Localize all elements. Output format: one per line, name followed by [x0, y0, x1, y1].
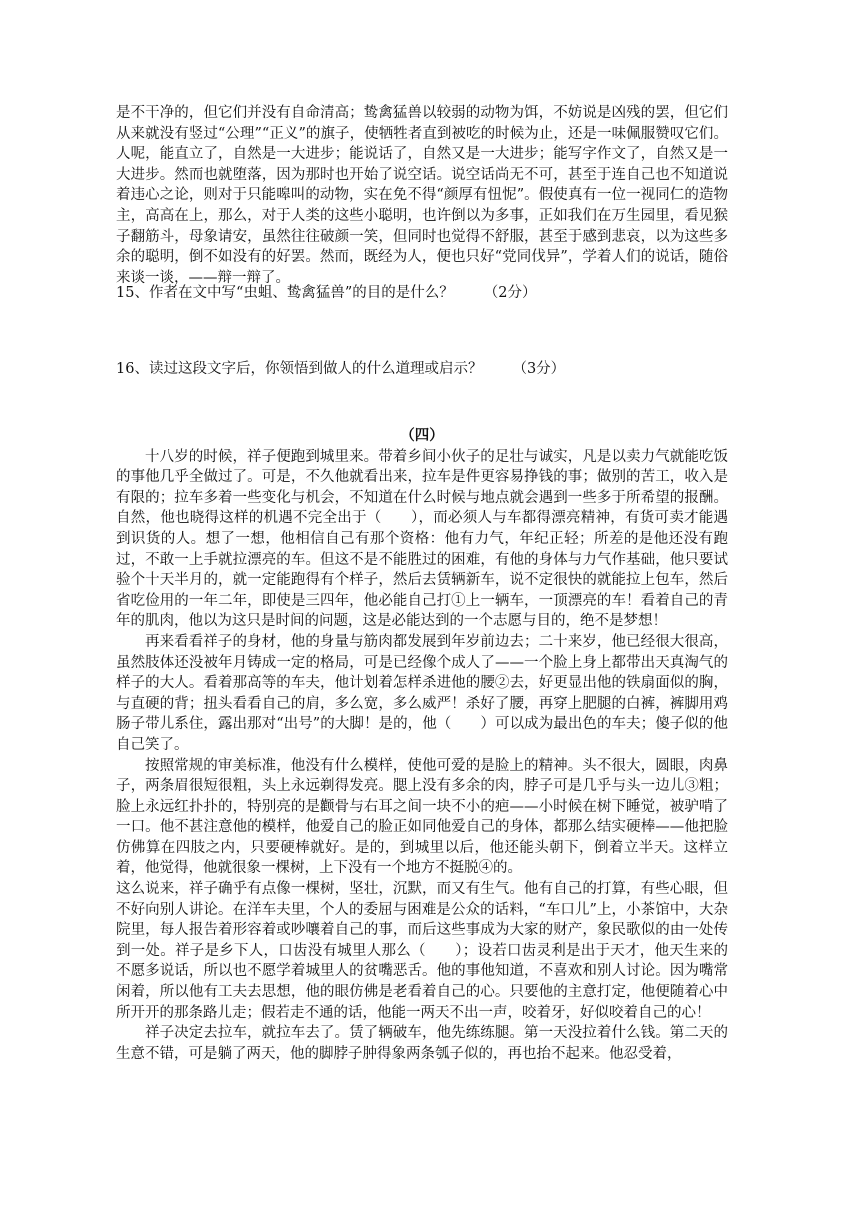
- question-16: [116, 359, 728, 380]
- passage-excerpt: [116, 103, 728, 288]
- section-paragraph: 祥子决定去拉车，就拉车去了。赁了辆破车，他先练练腿。第一天没拉着什么钱。第二天的生意不错，可是躺了两天，他的脚脖子肿得象两条瓠子似的，再也抬不起来。他忍受着，: [116, 1025, 728, 1062]
- section-paragraph: 十八岁的时候，祥子便跑到城里来。带着乡间小伙子的足壮与诚实，凡是以卖力气就能吃饭的事他几乎全做过了。可是，不久他就看出来，拉车是件更容易挣钱的事；做别的苦工，收入是有限的；拉车多着一些变化与机会，不知道在什么时候与地点就会遇到一些多于所希望的报酬。自然，他也晓得这样的机遇不完全出于（ ），而必须人与车都得漂亮精神，有货可卖才能遇到识货的人。想了一想，他相信自己有那个资格：他有力气，年纪正轻；所差的是他还没有跑过，不敢一上手就拉漂亮的车。但这不是不能胜过的困难，有他的身体与力气作基础，他只要试验个十天半月的，就一定能跑得有个样子，然后去赁辆新车，说不定很快的就能拉上包车，然后省吃俭用的一年二年，即使是三四年，他必能自己打①上一辆车，一顶漂亮的车！看着自己的青年的肌肉，他以为这只是时间的问题，这是必能达到的一个志愿与目的，绝不是梦想！: [116, 448, 728, 630]
- question-15: [116, 283, 728, 304]
- section-paragraph: 再来看看祥子的身材，他的身量与筋肉都发展到年岁前边去；二十来岁，他已经很大很高，虽然肢体还没被年月铸成一定的格局，可是已经像个成人了——一个脸上身上都带出天真淘气的样子的大人。看着那高等的车夫，他计划着怎样杀进他的腰②去，好更显出他的铁扇面似的胸，与直硬的背；扭头看看自己的肩，多么宽，多么威严！杀好了腰，再穿上肥腿的白裤，裤脚用鸡肠子带儿系住，露出那对“出号”的大脚！是的，他（ ）可以成为最出色的车夫；傻子似的他自己笑了。: [116, 633, 728, 753]
- question-text: 15、作者在文中写“虫蛆、鸷禽猛兽”的目的是什么？: [116, 285, 454, 301]
- section-paragraph: 这么说来，祥子确乎有点像一棵树，坚壮，沉默，而又有生气。他有自己的打算，有些心眼，但不好向别人讲论。在洋车夫里，个人的委屈与困难是公众的话料，“车口儿”上，小茶馆中，大杂院里，每人报告着形容着或吵嚷着自己的事，而后这些事成为大家的财产，象民歌似的由一处传到一处。祥子是乡下人，口齿没有城里人那么（ ）；设若口齿灵利是出于天才，他天生来的不愿多说话，所以也不愿学着城里人的贫嘴恶舌。他的事他知道，不喜欢和别人讨论。因为嘴常闲着，所以他有工夫去思想，他的眼仿佛是老看着自己的心。只要他的主意打定，他便随着心中所开开的那条路儿走；假若走不通的话，他能一两天不出一声，咬着牙，好似咬着自己的心！: [116, 881, 728, 1021]
- section-four: [116, 426, 728, 1064]
- section-paragraph: 按照常规的审美标准，他没有什么模样，使他可爱的是脸上的精神。头不很大，圆眼，肉鼻子，两条眉很短很粗，头上永远剃得发亮。腮上没有多余的肉，脖子可是几乎与头一边儿③粗；脸上永远红扑扑的，特别亮的是颧骨与右耳之间一块不小的疤——小时候在树下睡觉，被驴啃了一口。他不甚注意他的模样，他爱自己的脸正如同他爱自己的身体，都那么结实硬棒——他把脸仿佛算在四肢之内，只要硬棒就好。是的，到城里以后，他还能头朝下，倒着立半天。这样立着，他觉得，他就很象一棵树，上下没有一个地方不挺脱④的。: [116, 757, 728, 877]
- question-points: （2分）: [483, 285, 537, 301]
- question-points: （3分）: [512, 361, 566, 377]
- question-text: 16、读过这段文字后，你领悟到做人的什么道理或启示？: [116, 361, 483, 377]
- section-title: （四）: [400, 427, 444, 444]
- passage-paragraph: 是不干净的，但它们并没有自命清高；鸷禽猛兽以较弱的动物为饵，不妨说是凶残的罢，但它们从来就没有竖过“公理”“正义”的旗子，使牺牲者直到被吃的时候为止，还是一味佩服赞叹它们。人呢，能直立了，自然是一大进步；能说话了，自然又是一大进步；能写字作文了，自然又是一大进步。然而也就堕落，因为那时也开始了说空话。说空话尚无不可，甚至于连自己也不知道说着违心之论，则对于只能嗥叫的动物，实在免不得“颜厚有忸怩”。假使真有一位一视同仁的造物主，高高在上，那么，对于人类的这些小聪明，也许倒以为多事，正如我们在万生园里，看见猴子翻筋斗，母象请安，虽然往往破颜一笑，但同时也觉得不舒服，甚至于感到悲哀，以为这些多余的聪明，倒不如没有的好罢。然而，既经为人，便也只好“党同伐异”，学着人们的说话，随俗来谈一谈，——辩一辩了。: [116, 105, 728, 286]
